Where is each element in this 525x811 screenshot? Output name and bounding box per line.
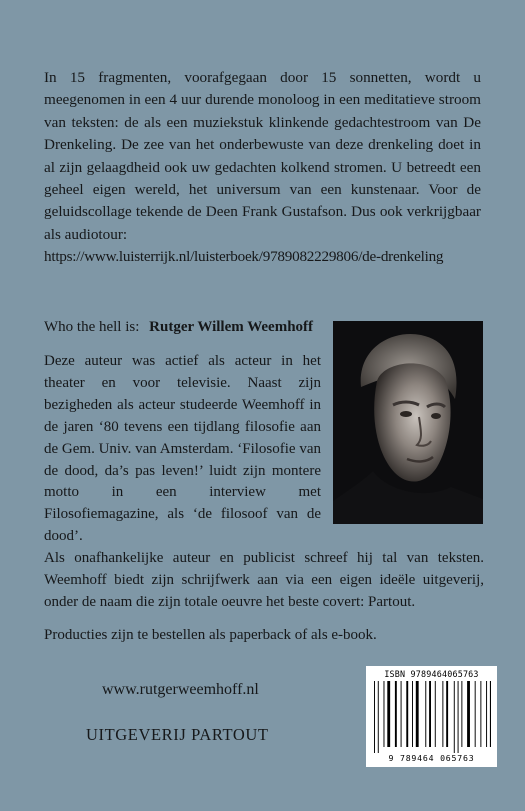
barcode-bar <box>384 681 385 747</box>
barcode-bar <box>475 681 476 747</box>
barcode-bar <box>467 681 470 747</box>
barcode-bar <box>490 681 491 747</box>
publisher-paragraph: Als onafhankelijke auteur en publicist schreef hij tal van teksten. Weemhoff biedt zijn schrijfwerk aan via een eigen ideële uitgeverij, onder de naam die zijn totale oeuvre het beste covert: Partout. <box>44 550 484 610</box>
barcode-bar <box>416 681 419 747</box>
author-bio: Deze auteur was actief als acteur in het theater en voor televisie. Naast zijn bezigheden als acteur studeerde Weemhoff in de jaren ‘80 tevens een tijdlang filosofie aan de Gem. Univ. van Amsterdam. ‘Filosofie van de dood, da’s pas leven!’ luidt zijn montere motto in een interview met Filosofiemagazine, als ‘de filosoof van de dood’. <box>44 353 321 545</box>
publisher-name: UITGEVERIJ PARTOUT <box>86 725 269 744</box>
barcode-bar <box>480 681 481 747</box>
barcode-bar <box>429 681 431 747</box>
barcode-bars <box>372 681 491 753</box>
barcode-bar <box>435 681 436 747</box>
barcode-bar <box>458 681 459 753</box>
barcode-bar <box>442 681 443 747</box>
barcode-bar <box>446 681 448 747</box>
author-name: Rutger Willem Weemhoff <box>149 319 314 335</box>
barcode-bar <box>387 681 390 747</box>
barcode-bar <box>374 681 375 753</box>
barcode-bar <box>401 681 402 747</box>
barcode-bar <box>378 681 379 753</box>
barcode-bar <box>395 681 397 747</box>
blurb-paragraph <box>44 67 481 269</box>
isbn-digits: 9 789464 065763 <box>388 753 475 763</box>
barcode-bar <box>406 681 408 747</box>
barcode-bar <box>486 681 487 747</box>
author-heading-prefix: Who the hell is: <box>44 319 140 335</box>
isbn-barcode <box>366 666 497 767</box>
blurb-text: In 15 fragmenten, voorafgegaan door 15 sonnetten, wordt u meegenomen in een 4 uur durende monoloog in een meditatieve stroom van teksten: de als een muziekstuk klinkende gedachtestroom van De Drenkeling. De zee van het onderbewuste van deze drenkeling doet in al zijn gelaagdheid ook uw gedachten kolkend stromen. U betreedt een geheel eigen wereld, het universum van een kunstenaar. Voor de geluidscollage tekende de Deen Frank Gustafson. Dus ook verkrijgbaar als audiotour: <box>44 69 481 243</box>
isbn-label: ISBN 9789464065763 <box>384 669 479 679</box>
barcode-bar <box>461 681 462 747</box>
barcode-bar <box>425 681 426 747</box>
barcode-bar <box>454 681 455 753</box>
audiotour-url: https://www.luisterrijk.nl/luisterboek/9789082229806/de-drenkeling <box>44 248 444 266</box>
website-link[interactable]: www.rutgerweemhoff.nl <box>102 681 259 698</box>
availability-text: Producties zijn te bestellen als paperback of als e-book. <box>44 627 377 643</box>
barcode-bar <box>412 681 413 747</box>
author-heading <box>44 316 313 338</box>
author-portrait <box>333 321 483 524</box>
